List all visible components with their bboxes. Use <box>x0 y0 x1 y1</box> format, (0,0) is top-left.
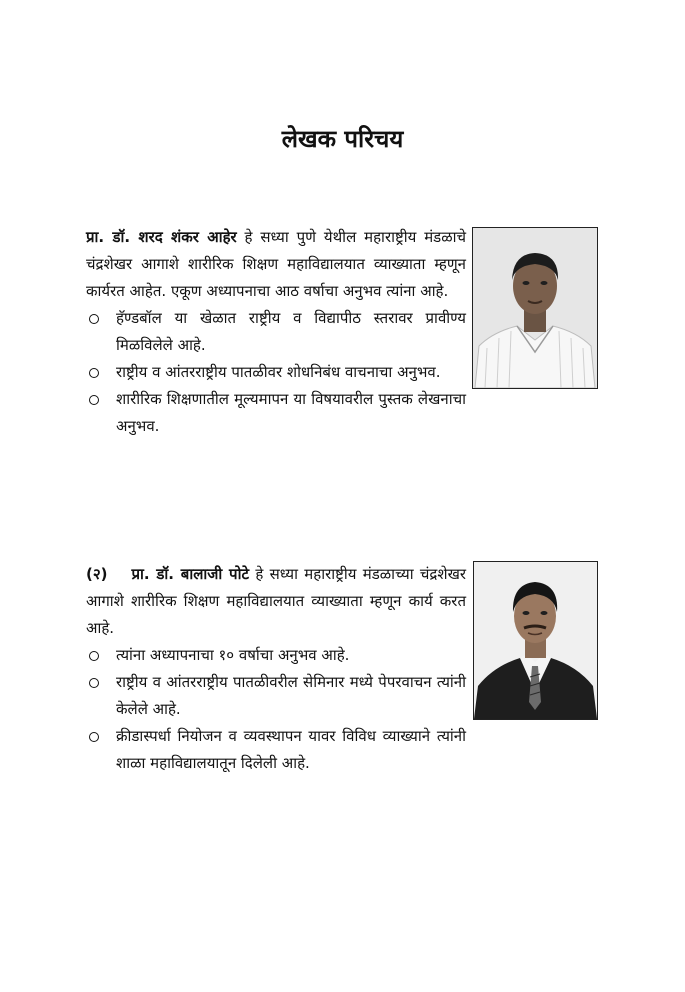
list-item: राष्ट्रीय व आंतरराष्ट्रीय पातळीवरील सेमिनार मध्ये पेपरवाचन त्यांनी केलेले आहे. <box>86 669 466 723</box>
author-points-2 <box>86 642 466 777</box>
author-points-1 <box>86 305 466 440</box>
author-intro-text-1: हे सध्या पुणे येथील महाराष्ट्रीय मंडळाचे चंद्रशेखर आगाशे शारीरिक शिक्षण महाविद्यालयात व्याख्याता म्हणून कार्यरत आहेत. एकूण अध्यापनाचा आठ वर्षाचा अनुभव त्यांना आहे. <box>86 228 467 300</box>
author-photo-2 <box>473 561 598 720</box>
circle-bullet-icon <box>89 678 99 688</box>
portrait-image <box>474 562 597 719</box>
author-intro-1 <box>86 224 466 305</box>
circle-bullet-icon <box>89 732 99 742</box>
author-intro-2 <box>86 561 466 642</box>
circle-bullet-icon <box>89 368 99 378</box>
circle-bullet-icon <box>89 314 99 324</box>
author-name-2: प्रा. डॉ. बालाजी पोटे <box>131 565 250 583</box>
author-bio-2 <box>86 561 466 777</box>
author-intro-text-2: हे सध्या महाराष्ट्रीय मंडळाच्या चंद्रशेखर आगाशे शारीरिक शिक्षण महाविद्यालयात व्याख्याता म्हणून कार्य करत आहे. <box>86 565 466 637</box>
author-bio-1 <box>86 224 466 440</box>
list-item: त्यांना अध्यापनाचा १० वर्षाचा अनुभव आहे. <box>86 642 466 669</box>
author-number-2: (२) <box>86 565 108 583</box>
page-title: लेखक परिचय <box>281 125 404 153</box>
list-item: हॅण्डबॉल या खेळात राष्ट्रीय व विद्यापीठ स्तरावर प्रावीण्य मिळविलेले आहे. <box>86 305 466 359</box>
list-item: शारीरिक शिक्षणातील मूल्यमापन या विषयावरील पुस्तक लेखनाचा अनुभव. <box>86 386 466 440</box>
circle-bullet-icon <box>89 395 99 405</box>
circle-bullet-icon <box>89 651 99 661</box>
portrait-image <box>473 228 597 388</box>
author-name-1: प्रा. डॉ. शरद शंकर आहेर <box>86 228 237 246</box>
list-item: राष्ट्रीय व आंतरराष्ट्रीय पातळीवर शोधनिबंध वाचनाचा अनुभव. <box>86 359 466 386</box>
author-photo-1 <box>472 227 598 389</box>
list-item: क्रीडास्पर्धा नियोजन व व्यवस्थापन यावर विविध व्याख्याने त्यांनी शाळा महाविद्यालयातून दिलेली आहे. <box>86 723 466 777</box>
